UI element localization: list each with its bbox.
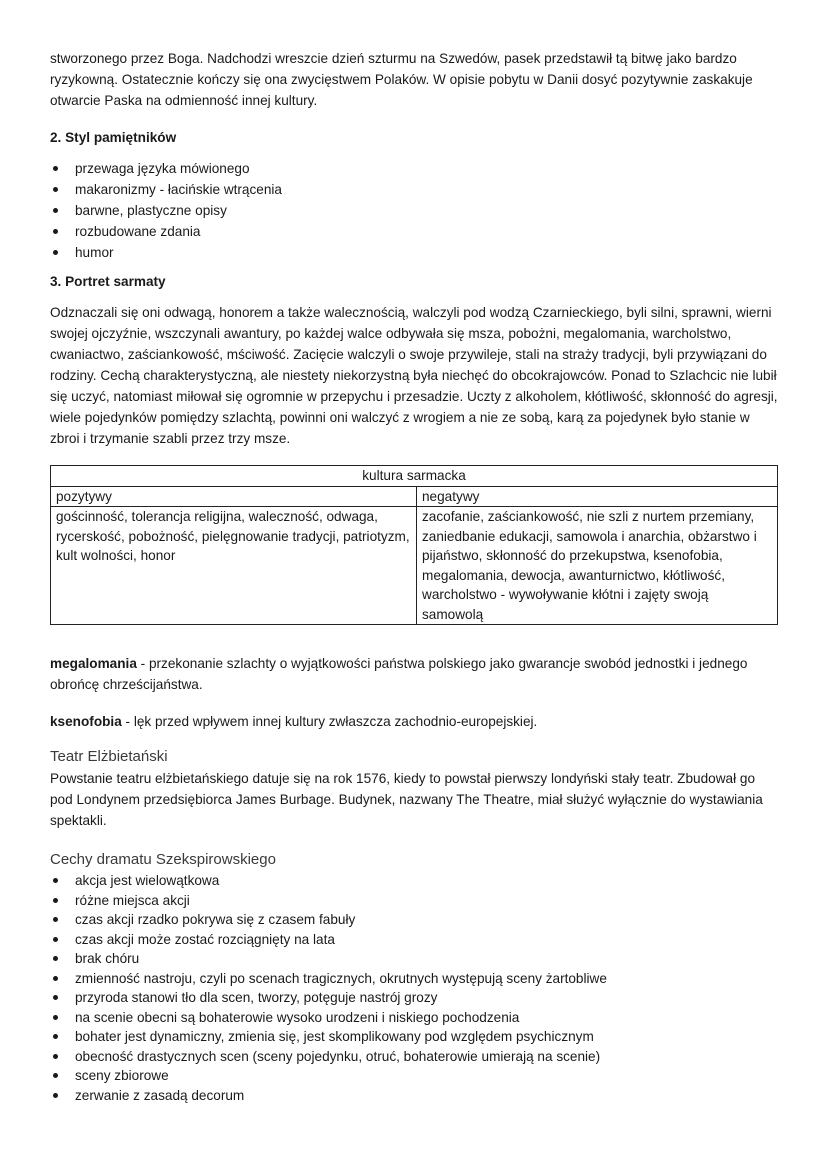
bullet-icon <box>53 917 58 922</box>
list-item-text: na scenie obecni są bohaterowie wysoko urodzeni i niskiego pochodzenia <box>75 1009 520 1025</box>
bullet-icon <box>53 208 58 213</box>
bullet-icon <box>53 1015 58 1020</box>
list-item <box>50 1027 780 1047</box>
list-item <box>50 871 780 891</box>
list-item-text: zmienność nastroju, czyli po scenach tragicznych, okrutnych występują sceny żartobliwe <box>75 970 607 986</box>
list-item-text: czas akcji rzadko pokrywa się z czasem fabuły <box>75 912 356 927</box>
portrait-paragraph: Odznaczali się oni odwagą, honorem a także walecznością, walczyli pod wodzą Czarnieckiego, byli silni, sprawni, wierni swojej ojczyźnie, wszczynali awantury, po każdej walce odbywała się msza, pobożni, megalomania, warcholstwo, cwaniactwo, zaściankowość, mściwość. Zacięcie walczyli o swoje przywileje, stali na straży tradycji, byli przywiązani do rodziny. Cechą charakterystyczną, ale niestety niekorzystną była niechęć do obcokrajowców. Ponad to Szlachcic nie lubił się uczyć, natomiast miłował się ogromnie w przepychu i przesadzie. Uczty z alkoholem, kłótliwość, skłonność do agresji, wiele pojedynków pomiędzy szlachtą, powinni oni walczyć z wrogiem a nie ze sobą, karą za pojedynek było stanie w zbroi i trzymanie szabli przez trzy msze. <box>50 305 778 446</box>
list-item <box>50 988 780 1008</box>
definition-text: - lęk przed wpływem innej kultury zwłaszcza zachodnio-europejskiej. <box>121 714 538 729</box>
list-item-text: zerwanie z zasadą decorum <box>75 1087 245 1103</box>
bullet-icon <box>53 1054 58 1059</box>
list-item-text: różne miejsca akcji <box>75 892 190 908</box>
list-item-text: barwne, plastyczne opisy <box>75 203 227 218</box>
list-item-text: obecność drastycznych scen (sceny pojedynku, otruć, bohaterowie umierają na scenie) <box>75 1048 601 1064</box>
bullet-icon <box>53 956 58 961</box>
bullet-icon <box>53 1034 58 1039</box>
list-item <box>50 949 780 969</box>
bullet-icon <box>53 250 58 255</box>
list-item-text: przyroda stanowi tło dla scen, tworzy, potęguje nastrój grozy <box>75 990 438 1005</box>
list-item-text: przewaga języka mówionego <box>75 161 250 176</box>
list-item-text: humor <box>75 245 114 260</box>
definition-term: megalomania <box>50 656 137 671</box>
theatre-heading: Teatr Elżbietański <box>50 748 168 765</box>
document-content <box>50 48 780 1113</box>
column-header-negative: negatywy <box>417 486 778 507</box>
list-item-text: czas akcji może zostać rozciągnięty na lata <box>75 931 335 947</box>
theatre-paragraph: Powstanie teatru elżbietańskiego datuje się na rok 1576, kiedy to powstał pierwszy londyński stały teatr. Zbudował go pod Londynem przedsiębiorca James Burbage. Budynek, nazwany The Theatre, miał służyć wyłącznie do wystawiania spektakli. <box>50 771 763 828</box>
list-item <box>50 1066 780 1086</box>
intro-paragraph: stworzonego przez Boga. Nadchodzi wreszcie dzień szturmu na Szwedów, pasek przedstawił tą bitwę jako bardzo ryzykowną. Ostatecznie kończy się ona zwycięstwem Polaków. W opisie pobytu w Danii dosyć pozytywnie zaskakuje otwarcie Paska na odmienność innej kultury. <box>50 51 753 108</box>
list-item <box>50 242 780 263</box>
list-item <box>50 1086 780 1106</box>
bullet-icon <box>53 937 58 942</box>
list-item-text: bohater jest dynamiczny, zmienia się, jest skomplikowany pod względem psychicznym <box>75 1029 594 1044</box>
bullet-icon <box>53 1073 58 1078</box>
table-caption: kultura sarmacka <box>51 466 778 487</box>
definition-text: - przekonanie szlachty o wyjątkowości państwa polskiego jako gwarancje swobód jednostki i jednego obrońcę chrześcijaństwa. <box>50 656 748 692</box>
bullet-icon <box>53 1093 58 1098</box>
list-item-text: akcja jest wielowątkowa <box>75 873 220 888</box>
column-header-positive: pozytywy <box>51 486 417 507</box>
bullet-icon <box>53 187 58 192</box>
list-item <box>50 221 780 242</box>
list-item-text: makaronizmy - łacińskie wtrącenia <box>75 182 282 197</box>
positive-traits-cell: gościnność, tolerancja religijna, waleczność, odwaga, rycerskość, pobożność, pielęgnowanie tradycji, patriotyzm, kult wolności, honor <box>51 507 417 625</box>
bullet-icon <box>53 229 58 234</box>
bullet-icon <box>53 166 58 171</box>
section-heading-portrait: 3. Portret sarmaty <box>50 274 166 289</box>
list-item <box>50 200 780 221</box>
list-item-text: brak chóru <box>75 951 140 966</box>
negative-traits-cell: zacofanie, zaściankowość, nie szli z nurtem przemiany, zaniedbanie edukacji, samowola i anarchia, obżarstwo i pijaństwo, skłonność do przekupstwa, ksenofobia, megalomania, dewocja, awanturnictwo, kłótliwość, warcholstwo - wywoływanie kłótni i zajęty swoją samowolą <box>417 507 778 625</box>
definition-megalomania <box>50 653 780 695</box>
section-heading-style: 2. Styl pamiętników <box>50 130 177 145</box>
list-item-text: rozbudowane zdania <box>75 224 201 239</box>
list-item <box>50 969 780 989</box>
definition-ksenofobia <box>50 711 780 732</box>
list-item-text: sceny zbiorowe <box>75 1068 169 1083</box>
table-row <box>51 507 778 625</box>
bullet-icon <box>53 976 58 981</box>
bullet-icon <box>53 898 58 903</box>
list-item <box>50 1047 780 1067</box>
bullet-icon <box>53 878 58 883</box>
list-item <box>50 930 780 950</box>
list-item <box>50 179 780 200</box>
list-item <box>50 158 780 179</box>
list-item <box>50 910 780 930</box>
bullet-icon <box>53 995 58 1000</box>
drama-features-list <box>50 871 780 1105</box>
sarmatian-culture-table <box>50 465 778 625</box>
style-list <box>50 158 780 263</box>
drama-heading: Cechy dramatu Szekspirowskiego <box>50 851 276 868</box>
list-item <box>50 1008 780 1028</box>
definition-term: ksenofobia <box>50 714 122 729</box>
list-item <box>50 891 780 911</box>
